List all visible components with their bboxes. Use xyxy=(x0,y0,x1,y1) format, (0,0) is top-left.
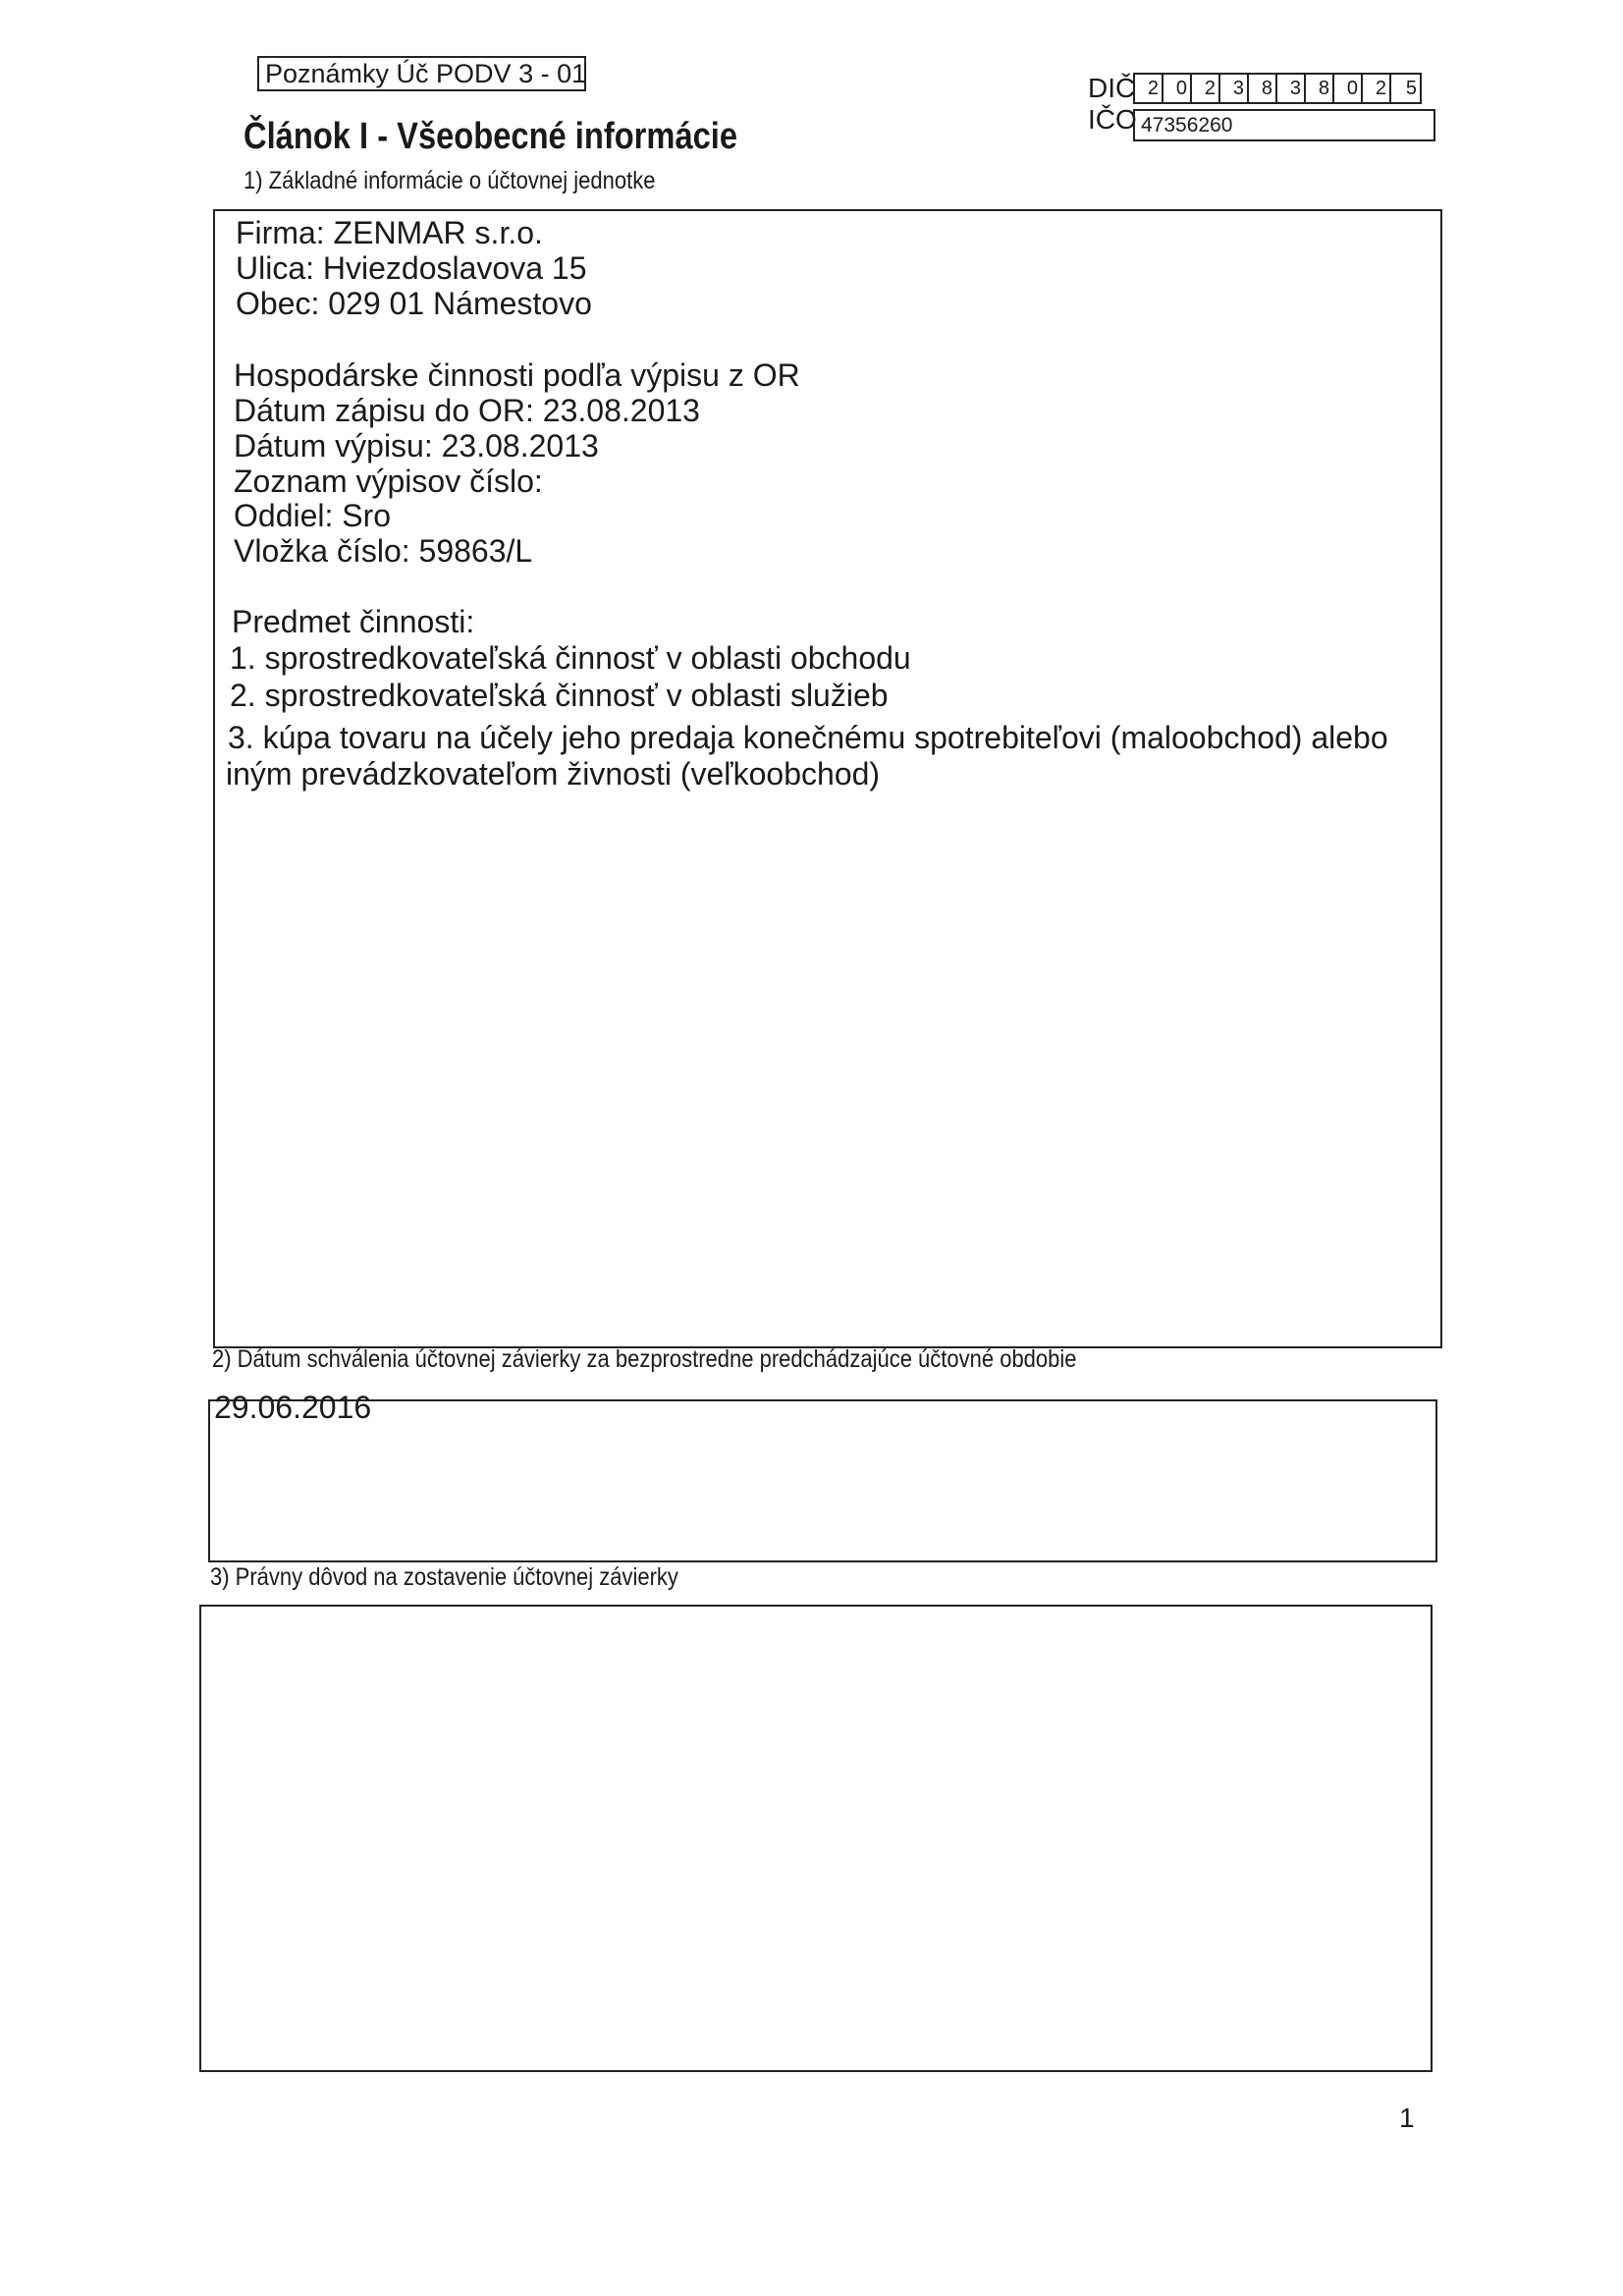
section-2-frame xyxy=(208,1399,1437,1562)
company-street: Ulica: Hviezdoslavova 15 xyxy=(236,250,587,286)
section-2-label: 2) Dátum schválenia účtovnej závierky za bezprostredne predchádzajúce účtovné obdobie xyxy=(212,1345,1077,1373)
dic-field xyxy=(1133,73,1422,104)
company-name: Firma: ZENMAR s.r.o. xyxy=(236,215,543,250)
extract-date: Dátum výpisu: 23.08.2013 xyxy=(234,428,599,464)
insert-number: Vložka číslo: 59863/L xyxy=(234,533,533,569)
section-3-label: 3) Právny dôvod na zostavenie účtovnej závierky xyxy=(210,1563,678,1591)
dic-digit: 2 xyxy=(1363,75,1391,102)
business-subject-item: 2. sprostredkovateľská činnosť v oblasti služieb xyxy=(230,678,889,713)
register-section: Oddiel: Sro xyxy=(234,498,392,533)
company-city: Obec: 029 01 Námestovo xyxy=(236,286,592,321)
dic-digit: 8 xyxy=(1306,75,1334,102)
dic-digit: 2 xyxy=(1135,75,1163,102)
dic-digit: 3 xyxy=(1277,75,1306,102)
business-activities-heading: Hospodárske činnosti podľa výpisu z OR xyxy=(234,357,800,393)
dic-digit: 0 xyxy=(1334,75,1363,102)
business-subject-item: 1. sprostredkovateľská činnosť v oblasti obchodu xyxy=(230,640,911,676)
section-3-frame xyxy=(199,1605,1433,2072)
ico-label: IČO xyxy=(1088,104,1137,135)
dic-digit: 0 xyxy=(1163,75,1192,102)
business-subject-item: iným prevádzkovateľom živnosti (veľkoobchod) xyxy=(226,756,881,792)
extract-list-number: Zoznam výpisov číslo: xyxy=(234,464,543,499)
form-tag: Poznámky Úč PODV 3 - 01 xyxy=(257,56,586,91)
approval-date: 29.06.2016 xyxy=(214,1390,372,1425)
dic-digit: 3 xyxy=(1220,75,1249,102)
dic-digit: 5 xyxy=(1405,78,1417,99)
ico-field: 47356260 xyxy=(1133,109,1435,141)
business-subject-item: 3. kúpa tovaru na účely jeho predaja konečnému spotrebiteľovi (maloobchod) alebo xyxy=(228,720,1388,755)
dic-digit: 2 xyxy=(1192,75,1220,102)
page-number: 1 xyxy=(1399,2103,1415,2133)
registration-date: Dátum zápisu do OR: 23.08.2013 xyxy=(234,393,700,428)
section-1-label: 1) Základné informácie o účtovnej jednotke xyxy=(243,167,656,194)
page-title: Článok I - Všeobecné informácie xyxy=(243,116,738,157)
business-subject-heading: Predmet činnosti: xyxy=(232,604,475,639)
dic-label: DIČ xyxy=(1088,73,1136,103)
dic-digit: 8 xyxy=(1249,75,1277,102)
